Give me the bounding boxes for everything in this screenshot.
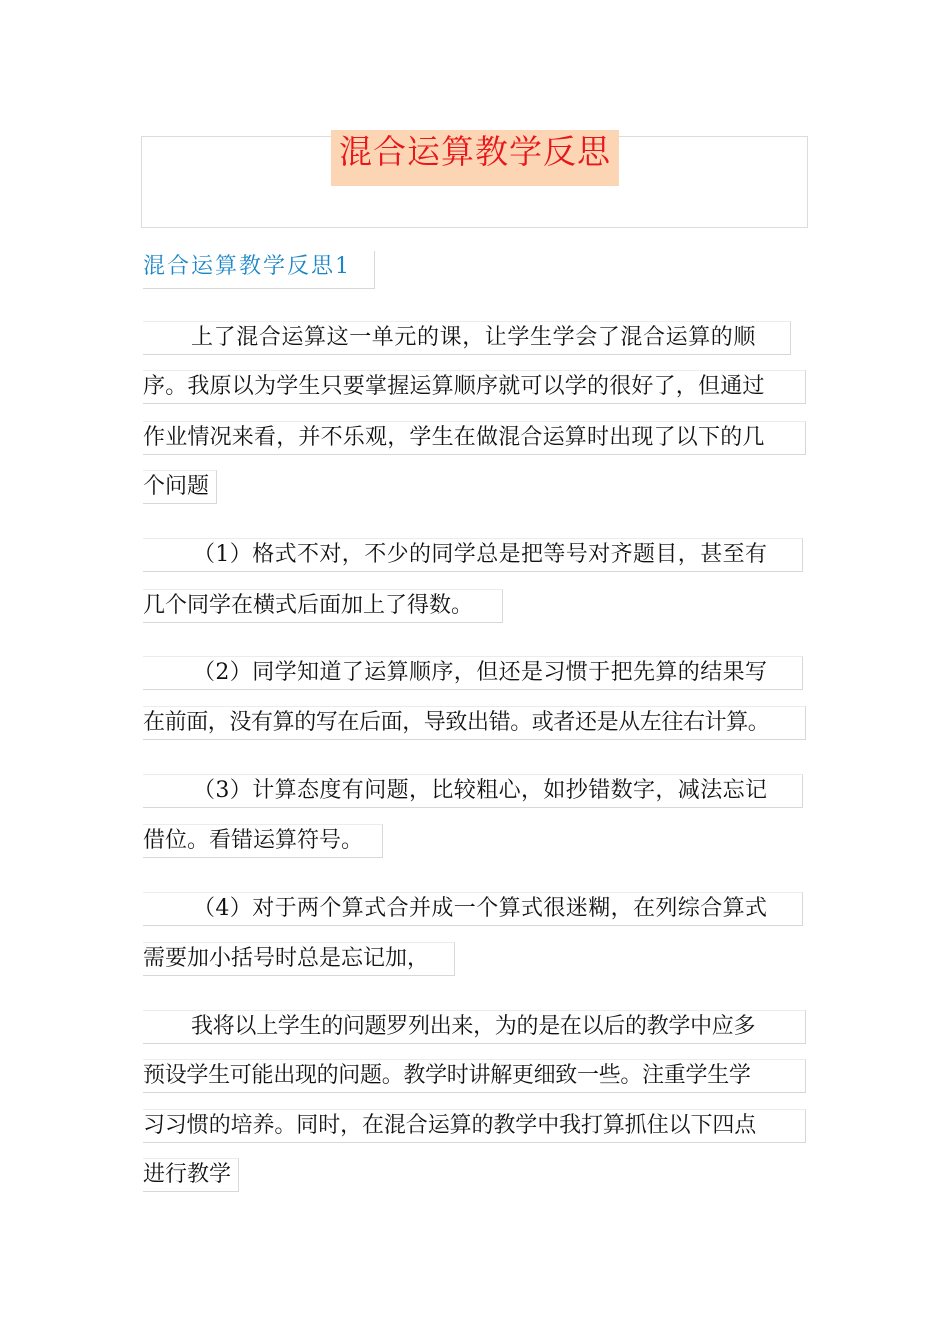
paragraph-4-line-1: （3）计算态度有问题，比较粗心，如抄错数字，减法忘记 (143, 774, 803, 808)
paragraph-1-line-4: 个问题 (143, 470, 217, 504)
paragraph-4-line-2: 借位。看错运算符号。 (143, 824, 383, 858)
paragraph-2-line-2: 几个同学在横式后面加上了得数。 (143, 589, 503, 623)
paragraph-1-line-3: 作业情况来看，并不乐观，学生在做混合运算时出现了以下的几 (143, 421, 806, 455)
paragraph-5-line-2: 需要加小括号时总是忘记加， (143, 942, 455, 976)
paragraph-6-line-2: 预设学生可能出现的问题。教学时讲解更细致一些。注重学生学 (143, 1059, 806, 1093)
paragraph-5-line-1: （4）对于两个算式合并成一个算式很迷糊，在列综合算式 (143, 892, 803, 926)
paragraph-6-line-4: 进行教学 (143, 1158, 239, 1192)
paragraph-1-line-2: 序。我原以为学生只要掌握运算顺序就可以学的很好了，但通过 (143, 370, 806, 404)
paragraph-6-line-3: 习习惯的培养。同时，在混合运算的教学中我打算抓住以下四点 (143, 1109, 806, 1143)
paragraph-3-line-2: 在前面，没有算的写在后面，导致出错。或者还是从左往右计算。 (143, 706, 806, 740)
paragraph-2-line-1: （1）格式不对，不少的同学总是把等号对齐题目，甚至有 (143, 538, 803, 572)
paragraph-1-line-1: 上了混合运算这一单元的课，让学生学会了混合运算的顺 (143, 321, 791, 355)
paragraph-3-line-1: （2）同学知道了运算顺序，但还是习惯于把先算的结果写 (143, 656, 803, 690)
paragraph-6-line-1: 我将以上学生的问题罗列出来，为的是在以后的教学中应多 (143, 1010, 806, 1044)
section-heading: 混合运算教学反思1 (143, 251, 375, 289)
document-title: 混合运算教学反思 (331, 130, 619, 186)
